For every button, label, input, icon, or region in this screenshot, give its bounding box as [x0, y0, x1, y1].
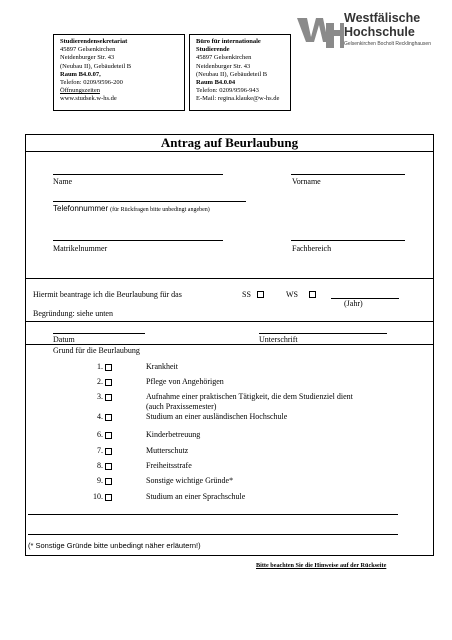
request-box — [26, 278, 433, 322]
office1-title: Studierendensekretariat — [60, 38, 128, 45]
office1-line: 45897 Gelsenkirchen — [60, 46, 116, 54]
form-box — [25, 152, 434, 556]
reason-number: 9. — [97, 476, 103, 485]
reason-checkbox[interactable] — [105, 448, 112, 455]
datum-label: Datum — [53, 335, 75, 344]
office1-phone: Telefon: 0209/9596-200 — [60, 79, 123, 87]
office1-line: (Neubau II), Gebäudeteil B — [60, 62, 132, 70]
reason-checkbox[interactable] — [105, 478, 112, 485]
reason-checkbox[interactable] — [105, 379, 112, 386]
begruendung-text: Begründung: siehe unten — [33, 309, 113, 318]
reason-checkbox[interactable] — [105, 432, 112, 439]
office1-line: Neidenburger Str. 43 — [60, 54, 115, 62]
reason-number: 8. — [97, 461, 103, 470]
ws-checkbox[interactable] — [309, 291, 316, 298]
form-title: Antrag auf Beurlaubung — [160, 135, 299, 150]
jahr-line[interactable] — [331, 298, 399, 299]
office2-email: E-Mail: regina.klauke@w-hs.de — [196, 95, 280, 103]
office-box-studierendensekretariat — [53, 34, 185, 111]
fachbereich-line[interactable] — [291, 240, 405, 241]
reason-text: Sonstige wichtige Gründe* — [146, 476, 234, 485]
reason-text: Studium an einer ausländischen Hochschule — [146, 412, 288, 421]
vorname-line[interactable] — [291, 174, 405, 175]
footnote: (* Sonstige Gründe bitte unbedingt näher erläutern!) — [28, 541, 201, 550]
explanation-line[interactable] — [28, 514, 398, 515]
explanation-line[interactable] — [28, 534, 398, 535]
office2-room: Raum B4.0.04 — [196, 79, 236, 87]
office2-line: 45897 Gelsenkirchen — [196, 54, 252, 62]
reason-number: 2. — [97, 377, 103, 386]
reason-checkbox[interactable] — [105, 494, 112, 501]
section-divider — [26, 344, 433, 345]
reason3-sub: (auch Praxissemester) — [146, 402, 217, 411]
name-line[interactable] — [53, 174, 223, 175]
reason-text: Mutterschutz — [146, 446, 189, 455]
jahr-label: (Jahr) — [344, 299, 363, 308]
reason-number: 10. — [93, 492, 103, 501]
reason-number: 4. — [97, 412, 103, 421]
office1-room: Raum B4.0.07, — [60, 70, 101, 78]
reason-checkbox[interactable] — [105, 414, 112, 421]
ss-label: SS — [242, 290, 251, 299]
reverse-side-note[interactable]: Bitte beachten Sie die Hinweise auf der Rückseite — [256, 562, 387, 569]
logo-name-line2: Hochschule — [344, 25, 415, 39]
office1-hours-link[interactable]: Öffnungszeiten — [60, 87, 100, 95]
reason-text: Pflege von Angehörigen — [146, 377, 224, 386]
telefon-label: Telefonnummer — [53, 204, 109, 213]
telefon-label-row — [53, 204, 210, 215]
university-logo — [296, 9, 446, 54]
reason-text: Freiheitsstrafe — [146, 461, 192, 470]
office-box-international — [189, 34, 291, 111]
logo-subtitle: Gelsenkirchen Bocholt Recklinghausen — [344, 41, 431, 47]
office2-line: (Neubau II), Gebäudeteil B — [196, 70, 268, 78]
reason-text: Kinderbetreuung — [146, 430, 201, 439]
unterschrift-label: Unterschrift — [259, 335, 298, 344]
reason-number: 3. — [97, 392, 103, 401]
reason-checkbox[interactable] — [105, 463, 112, 470]
unterschrift-line[interactable] — [259, 333, 387, 334]
matrikel-label: Matrikelnummer — [53, 244, 108, 253]
reason-number: 6. — [97, 430, 103, 439]
reason-checkbox[interactable] — [105, 394, 112, 401]
telefon-line[interactable] — [53, 201, 246, 202]
datum-line[interactable] — [53, 333, 145, 334]
fachbereich-label: Fachbereich — [292, 244, 332, 253]
vorname-label: Vorname — [292, 177, 321, 186]
request-text: Hiermit beantrage ich die Beurlaubung für das — [33, 290, 182, 299]
grund-title: Grund für die Beurlaubung — [53, 346, 140, 355]
name-label: Name — [53, 177, 73, 186]
ws-label: WS — [286, 290, 298, 299]
reason-number: 1. — [97, 362, 103, 371]
ss-checkbox[interactable] — [257, 291, 264, 298]
logo-mark-icon — [296, 15, 344, 49]
reason-text: Studium an einer Sprachschule — [146, 492, 246, 501]
office2-line: Neidenburger Str. 43 — [196, 62, 251, 70]
logo-name-line1: Westfälische — [344, 11, 421, 25]
reason-text: Krankheit — [146, 362, 178, 371]
office2-title: Büro für internationale Studierende — [196, 38, 261, 54]
reason-checkbox[interactable] — [105, 364, 112, 371]
form-title-box — [25, 134, 434, 152]
office2-phone: Telefon: 0209/9596-943 — [196, 87, 259, 95]
reason-number: 7. — [97, 446, 103, 455]
matrikel-line[interactable] — [53, 240, 223, 241]
telefon-note: (für Rückfragen bitte unbedingt angeben) — [110, 207, 210, 213]
reason-text: Aufnahme einer praktischen Tätigkeit, die dem Studienziel dient — [146, 392, 353, 401]
office1-web: www.studsek.w-hs.de — [60, 95, 117, 103]
